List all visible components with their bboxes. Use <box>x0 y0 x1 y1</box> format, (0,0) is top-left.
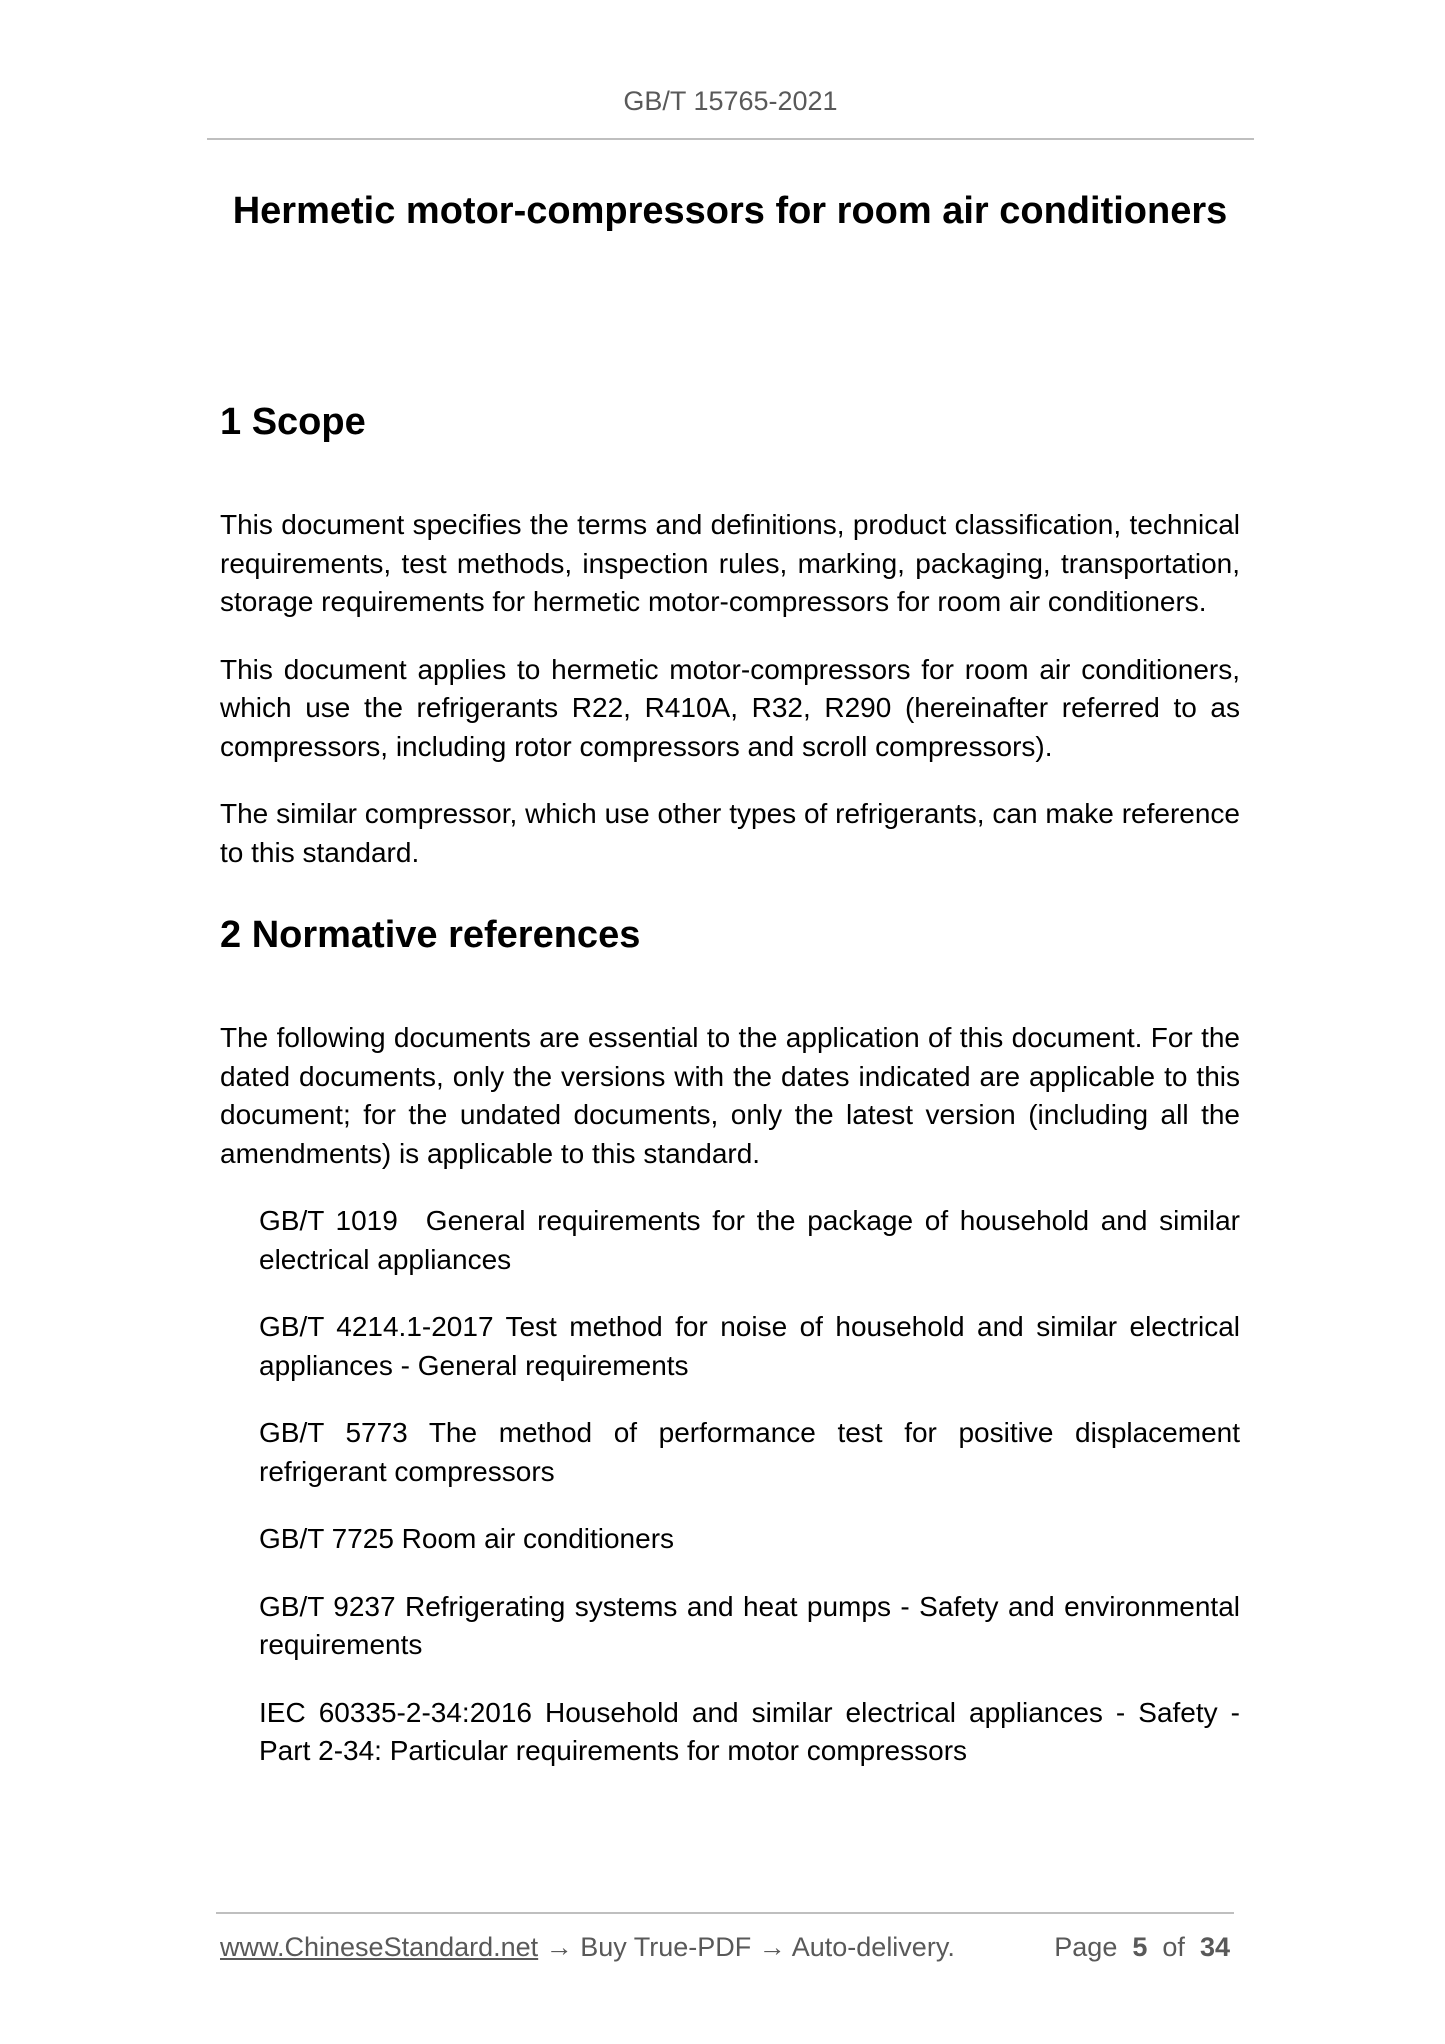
document-title: Hermetic motor-compressors for room air conditioners <box>232 190 1228 232</box>
reference-item: GB/T 9237 Refrigerating systems and heat pumps - Safety and environmental requirements <box>259 1590 1240 1660</box>
footer-tagline: → Buy True-PDF → Auto-delivery. <box>538 1932 955 1962</box>
section-heading-normative-references: 2 Normative references <box>220 914 641 956</box>
footer-promo <box>220 1929 955 1965</box>
page-current: 5 <box>1132 1932 1148 1962</box>
normative-references-intro: The following documents are essential to the application of this document. For the dated documents, only the versions with the dates indicated are applicable to this document; for the undated documents, only the latest version (including all the amendments) is applicable to this standard. <box>220 1022 1240 1169</box>
reference-item: GB/T 4214.1-2017 Test method for noise of household and similar electrical appliances - General requirements <box>259 1311 1240 1381</box>
page-of-label: of <box>1162 1932 1185 1962</box>
reference-item: GB/T 1019 General requirements for the package of household and similar electrical appliances <box>259 1205 1240 1275</box>
header-divider <box>207 138 1254 140</box>
section-heading-scope: 1 Scope <box>220 401 366 443</box>
reference-item: GB/T 5773 The method of performance test for positive displacement refrigerant compressors <box>259 1417 1240 1487</box>
page-number <box>1054 1929 1230 1965</box>
page-total: 34 <box>1199 1932 1230 1962</box>
reference-item: GB/T 7725 Room air conditioners <box>259 1523 675 1554</box>
scope-paragraph: The similar compressor, which use other types of refrigerants, can make reference to this standard. <box>220 798 1240 868</box>
footer-divider <box>216 1912 1234 1914</box>
scope-paragraph: This document specifies the terms and definitions, product classification, technical requirements, test methods, inspection rules, marking, packaging, transportation, storage requirements for hermetic motor-compressors for room air conditioners. <box>220 509 1240 617</box>
scope-paragraph: This document applies to hermetic motor-compressors for room air conditioners, which use the refrigerants R22, R410A, R32, R290 (hereinafter referred to as compressors, including rotor compressors and scroll compressors). <box>220 653 1240 762</box>
page-label: Page <box>1054 1932 1118 1962</box>
reference-item: IEC 60335-2-34:2016 Household and similar electrical appliances - Safety - Part 2-34: Particular requirements for motor compressors <box>259 1696 1240 1766</box>
document-body <box>220 388 1240 1800</box>
running-header: GB/T 15765-2021 <box>623 86 838 116</box>
website-link[interactable]: www.ChineseStandard.net <box>220 1932 539 1962</box>
